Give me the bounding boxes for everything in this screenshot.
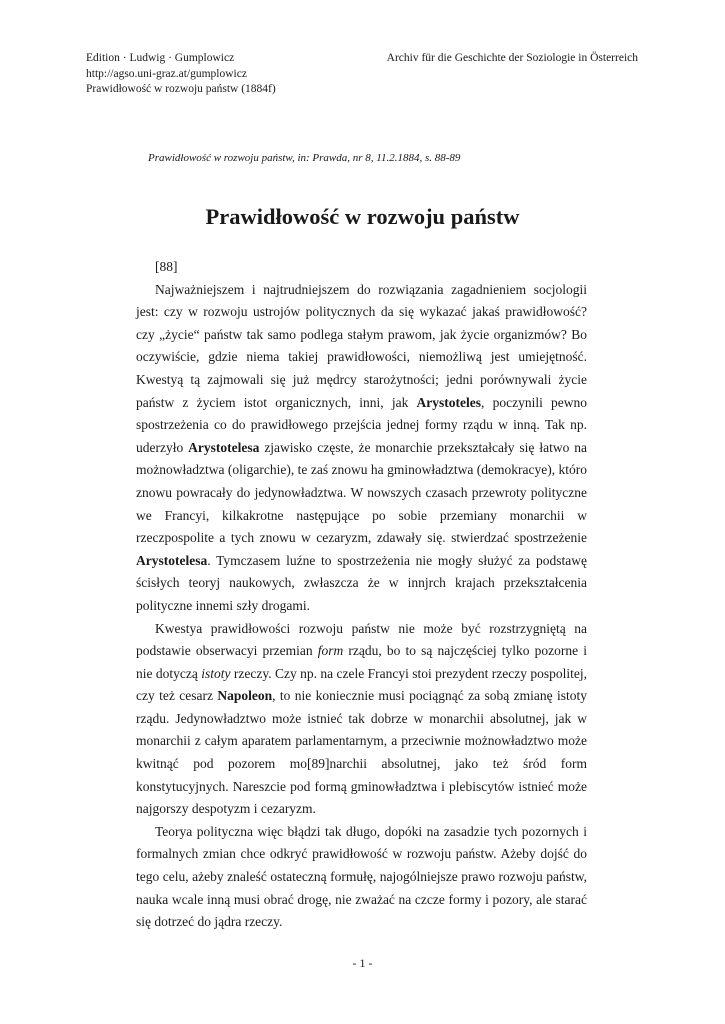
bold-name: Arystotelesa xyxy=(136,552,208,568)
text-run: rzeczy. Czy np. na czele Francyi stoi prezydent rzeczy pospolitej, czy też cesarz xyxy=(136,665,587,704)
page-number: - 1 - xyxy=(352,956,373,970)
bold-name: Arystoteles xyxy=(416,394,482,410)
italic-word: istoty xyxy=(201,665,231,681)
text-run: . Tymczasem luźne to spostrzeżenia nie mogły służyć za podstawę ścisłych teoryj naukowych, zwłaszcza że w innjrch krajach przekształcenia polityczne innemi szły drogami. xyxy=(136,552,587,613)
text-run: , poczynili pewno spostrzeżenia co do prawidłowego przejścia jednej formy rządu w inną. Tak np. uderzyło xyxy=(136,394,587,455)
page-title: Prawidłowość w rozwoju państw xyxy=(205,204,520,229)
header-edition: Edition · Ludwig · Gumplowicz xyxy=(86,52,235,64)
paragraph-2 xyxy=(136,618,587,821)
bold-name: Napoleon xyxy=(217,688,273,704)
text-run: zjawisko częste, że monarchie przekształcały się łatwo na możnowładztwa (oligarchie), te zaś znowu ha gminowładztwa (demokracye), któro znowu powracały do jedynowładztwa. W nowszych czasach przewroty polityczne we Francyi, kilkakrotne następujące po sobie przemiany monarchii w rzeczpospolite a tych znowu w cezaryzm, zdawały się. stwierdzać spostrzeżenie xyxy=(136,439,587,546)
text-run: rządu, bo to są najczęściej tylko pozorne i nie dotyczą xyxy=(136,643,587,681)
paragraph-1 xyxy=(136,279,587,618)
text-run: Kwestya prawidłowości rozwoju państw nie może być rozstrzygniętą na podstawie obserwacyi przemian xyxy=(136,620,587,659)
header-url: http://agso.uni-graz.at/gumplowicz xyxy=(86,67,247,80)
page-marker: [88] xyxy=(155,259,178,274)
header-doc-title: Prawidłowość w rozwoju państw (1884f) xyxy=(86,83,276,95)
header-archive: Archiv für die Geschichte der Soziologie in Österreich xyxy=(386,52,638,64)
source-citation: Prawidłowość w rozwoju państw, in: Prawda, nr 8, 11.2.1884, s. 88-89 xyxy=(148,152,461,164)
bold-name: Arystotelesa xyxy=(188,439,260,455)
header-left xyxy=(86,51,276,98)
body-text xyxy=(136,256,587,934)
text-run: Najważniejszem i najtrudniejszem do rozwiązania zagadnieniem socjologii jest: czy w rozwoju ustrojów politycznych da się wykazać jakaś prawidłowość? czy „życie“ państw tak samo podlega stałym prawom, jak życie organizmów? Bo oczywiście, gdzie niema takiej prawidłowości, niemożliwą jest umiejętność. Kwestyą tą zajmowali się już mędrcy starożytności; jedni porównywali życie państw z życiem istot organicznych, inni, jak xyxy=(136,281,587,410)
text-run: , to nie koniecznie musi pociągnąć za sobą zmianę istoty rządu. Jedynowładztwo może istnieć tak dobrze w monarchii absolutnej, jak w monarchii z całym aparatem parlamentarnym, a przeciwnie możnowładztwo może kwitnąć pod pozorem mo[89]narchii absolutnej, jako też śród form konstytucyjnych. Nareszcie pod formą gminowładztwa i plebiscytów istnieć może najgorszy despotyzm i cezaryzm. xyxy=(136,688,588,817)
paragraph-3: Teorya polityczna więc błądzi tak długo, dopóki na zasadzie tych pozornych i formalnych zmian chce odkryć prawidłowość w rozwoju państw. Ażeby dojść do tego celu, ażeby znaleść ostateczną formułę, najogólniejsze prawo rozwoju państw, nauka wcale inną musi obrać drogę, nie zważać na czcze formy i pozory, ale starać się dotrzeć do jądra rzeczy. xyxy=(136,823,587,930)
italic-word: form xyxy=(317,643,344,659)
